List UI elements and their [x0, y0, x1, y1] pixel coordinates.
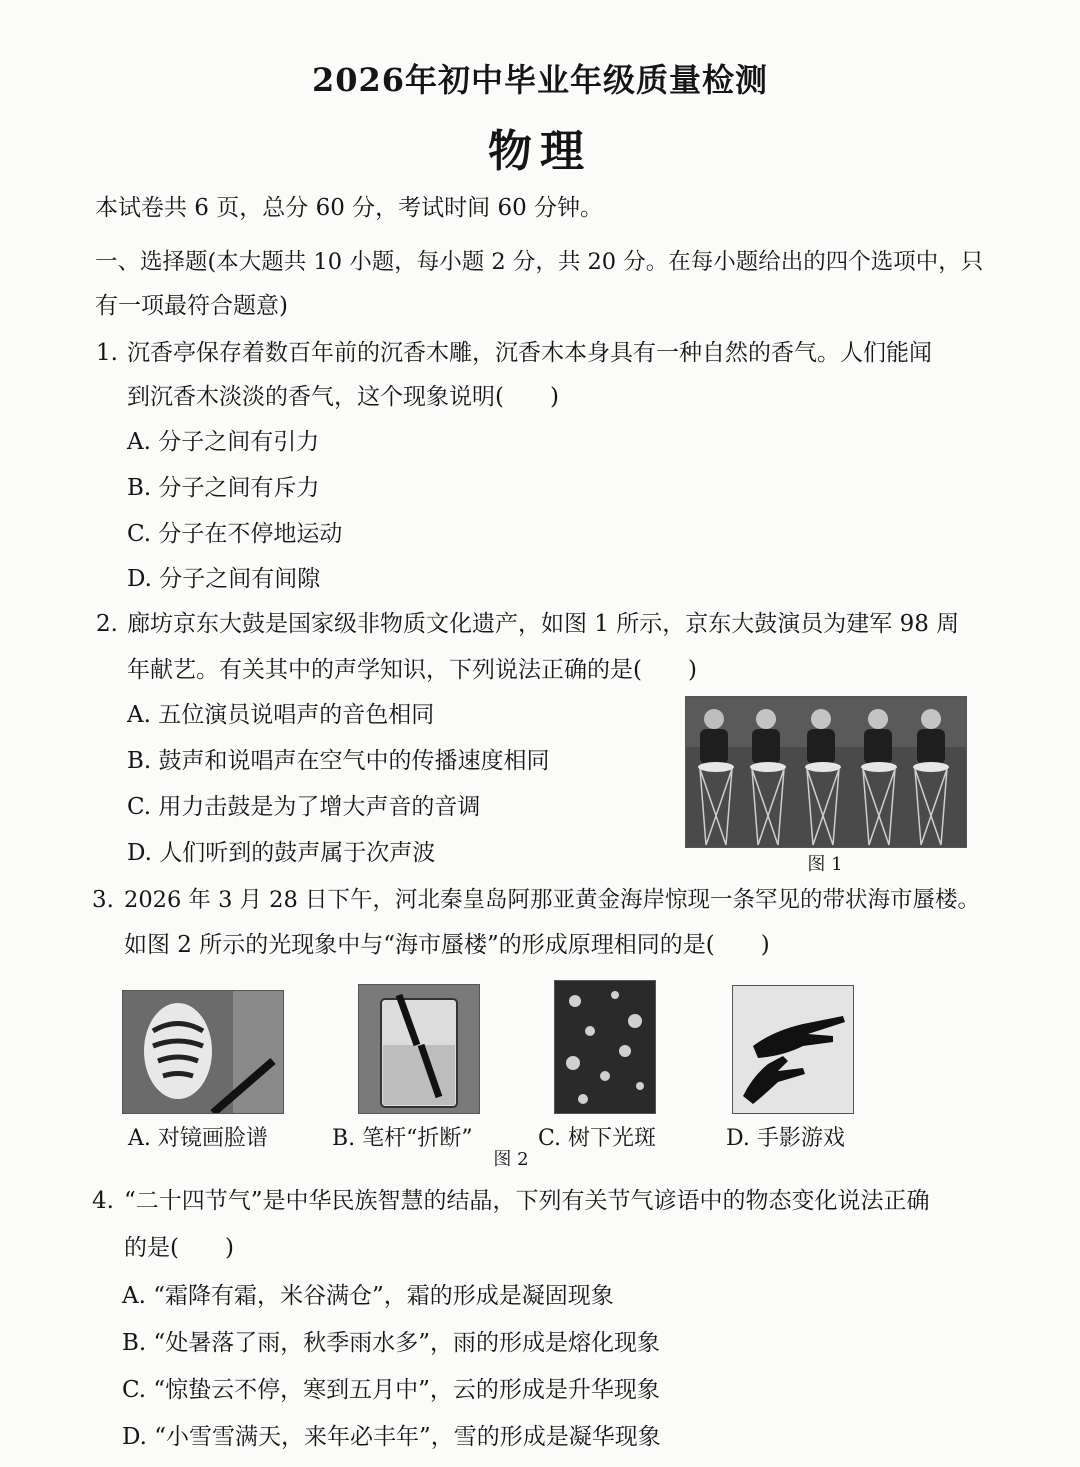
- question-3-line1: 2026 年 3 月 28 日下午，河北秦皇岛阿那亚黄金海岸惊现一条罕见的带状海市蜃楼。: [124, 887, 980, 913]
- question-2-line2: 年献艺。有关其中的声学知识，下列说法正确的是( ): [127, 657, 697, 683]
- question-2-line1: 廊坊京东大鼓是国家级非物质文化遗产，如图 1 所示，京东大鼓演员为建军 98 周: [127, 611, 960, 637]
- question-4-number: 4.: [92, 1188, 114, 1214]
- question-4-option-c: C. “惊蛰云不停，寒到五月中”，云的形成是升华现象: [122, 1377, 660, 1403]
- question-2-option-b: B. 鼓声和说唱声在空气中的传播速度相同: [127, 748, 550, 774]
- exam-intro: 本试卷共 6 页，总分 60 分，考试时间 60 分钟。: [95, 195, 604, 221]
- exam-title: 2026年初中毕业年级质量检测: [311, 61, 769, 99]
- question-1-number: 1.: [96, 340, 118, 366]
- question-2-option-c: C. 用力击鼓是为了增大声音的音调: [127, 794, 481, 820]
- subject-title: 物理: [488, 126, 592, 177]
- question-3-option-b: B. 笔杆“折断”: [332, 1126, 473, 1151]
- question-2-number: 2.: [96, 611, 118, 637]
- question-1-option-c: C. 分子在不停地运动: [127, 521, 343, 547]
- question-2-option-a: A. 五位演员说唱声的音色相同: [127, 702, 435, 728]
- figure-1-drum-performers-photo: [685, 696, 967, 848]
- question-3-option-c: C. 树下光斑: [538, 1126, 657, 1151]
- figure-2b-glass-pencil-photo: [358, 984, 480, 1114]
- section-heading-line1: 一、选择题(本大题共 10 小题，每小题 2 分，共 20 分。在每小题给出的四个选项中，只: [95, 249, 984, 275]
- figure-2a-opera-mask-photo: [122, 990, 284, 1114]
- question-1-option-d: D. 分子之间有间隙: [127, 566, 321, 592]
- tree-light-spots-illustration: [555, 981, 655, 1113]
- question-4-option-d: D. “小雪雪满天，来年必丰年”，雪的形成是凝华现象: [122, 1424, 661, 1450]
- figure-2-caption: 图 2: [493, 1149, 529, 1170]
- question-4-option-b: B. “处暑落了雨，秋季雨水多”，雨的形成是熔化现象: [122, 1330, 661, 1356]
- figure-1-caption: 图 1: [807, 854, 843, 875]
- question-2-option-d: D. 人们听到的鼓声属于次声波: [127, 840, 436, 866]
- hand-shadow-illustration: [733, 986, 853, 1113]
- question-4-line2: 的是( ): [124, 1235, 234, 1261]
- opera-mask-illustration: [123, 991, 283, 1113]
- figure-2d-hand-shadow-photo: [732, 985, 854, 1114]
- section-heading-line2: 有一项最符合题意): [95, 293, 288, 319]
- question-1-option-b: B. 分子之间有斥力: [127, 475, 320, 501]
- figure-2c-tree-shadow-photo: [554, 980, 656, 1114]
- question-3-number: 3.: [92, 887, 114, 913]
- question-4-option-a: A. “霜降有霜，米谷满仓”，霜的形成是凝固现象: [122, 1283, 614, 1309]
- question-1-option-a: A. 分子之间有引力: [127, 429, 320, 455]
- question-1-line1: 沉香亭保存着数百年前的沉香木雕，沉香木本身具有一种自然的香气。人们能闻: [127, 340, 932, 366]
- question-3-option-a: A. 对镜画脸谱: [128, 1126, 268, 1151]
- question-3-option-d: D. 手影游戏: [726, 1126, 845, 1151]
- question-3-line2: 如图 2 所示的光现象中与“海市蜃楼”的形成原理相同的是( ): [124, 932, 770, 958]
- figure-1-illustration: [686, 697, 966, 847]
- question-4-line1: “二十四节气”是中华民族智慧的结晶，下列有关节气谚语中的物态变化说法正确: [124, 1188, 930, 1214]
- glass-pencil-illustration: [359, 985, 479, 1113]
- question-1-line2: 到沉香木淡淡的香气，这个现象说明( ): [127, 384, 559, 410]
